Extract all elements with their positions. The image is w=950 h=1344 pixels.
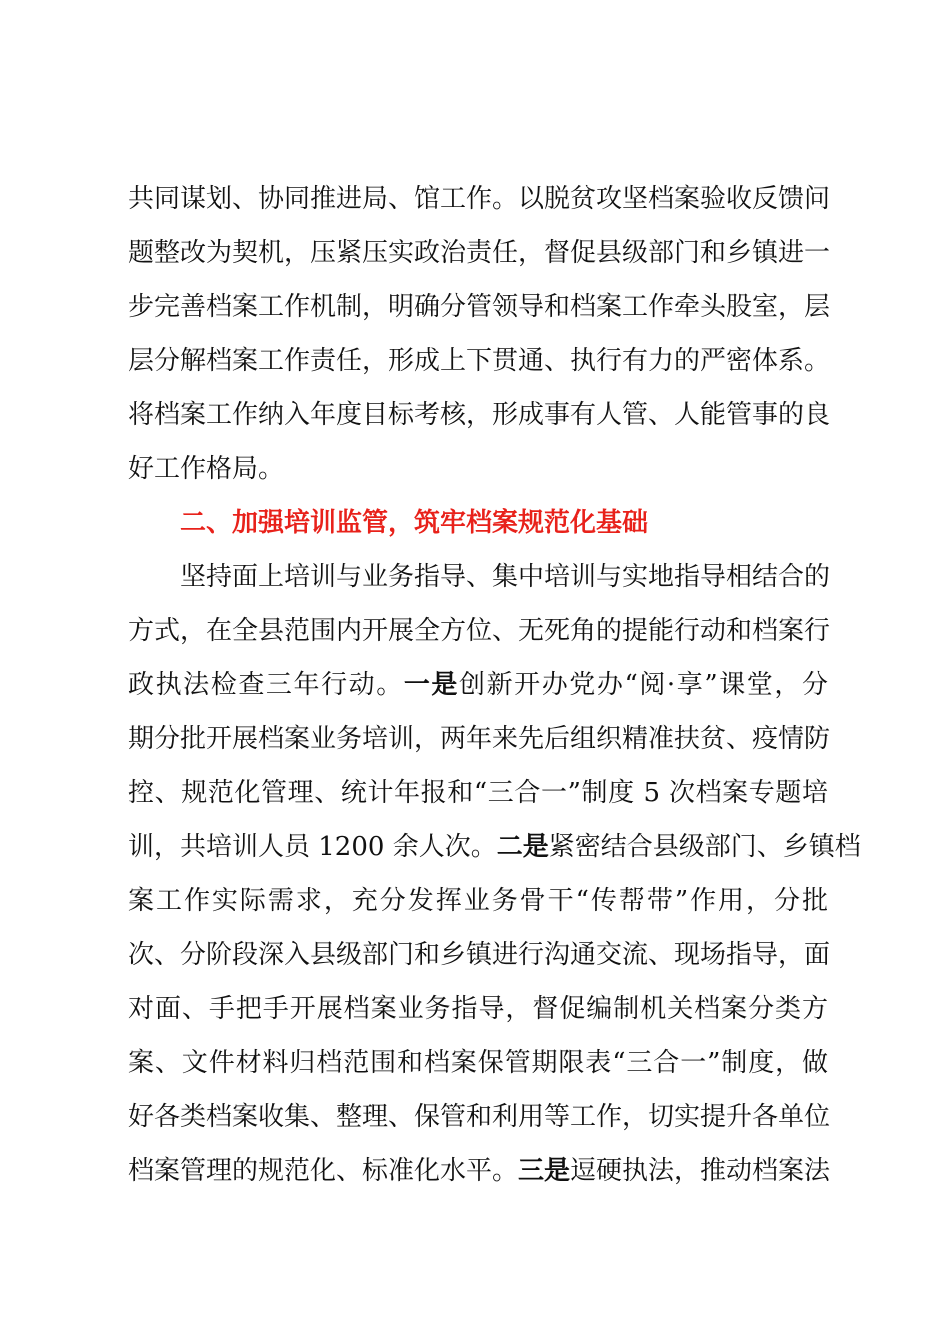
line-text: 逗硬执法，推动档案法	[570, 1156, 831, 1186]
line-text: 紧密结合县级部门、乡镇档	[548, 832, 861, 862]
section-heading: 二、加强培训监管，筑牢档案规范化基础	[180, 508, 649, 538]
bold-marker: 三是	[518, 1156, 571, 1186]
paragraph2-line: 坚持面上培训与业务指导、集中培训与实地指导相结合的	[180, 562, 831, 592]
paragraph2-line: 案、文件材料归档范围和档案保管期限表“三合一”制度，做	[128, 1048, 828, 1078]
paragraph2-line: 对面、手把手开展档案业务指导，督促编制机关档案分类方	[128, 994, 828, 1024]
line-text: 政执法检查三年行动。	[128, 670, 404, 700]
paragraph1-line: 步完善档案工作机制，明确分管领导和档案工作牵头股室，层	[128, 292, 831, 322]
paragraph1-line: 层分解档案工作责任，形成上下贯通、执行有力的严密体系。	[128, 346, 831, 376]
line-text: 档案管理的规范化、标准化水平。	[128, 1156, 519, 1186]
paragraph2-line	[128, 1144, 831, 1198]
paragraph2-line	[128, 820, 861, 874]
paragraph1-line: 题整改为契机，压紧压实政治责任，督促县级部门和乡镇进一	[128, 238, 831, 268]
paragraph1-line: 共同谋划、协同推进局、馆工作。以脱贫攻坚档案验收反馈问	[128, 184, 831, 214]
bold-marker: 一是	[403, 670, 459, 700]
paragraph2-line: 方式，在全县范围内开展全方位、无死角的提能行动和档案行	[128, 616, 831, 646]
paragraph2-line: 期分批开展档案业务培训，两年来先后组织精准扶贫、疫情防	[128, 724, 831, 754]
paragraph2-line: 案工作实际需求，充分发挥业务骨干“传帮带”作用，分批	[128, 886, 828, 916]
paragraph1-line: 好工作格局。	[128, 454, 285, 484]
bold-marker: 二是	[496, 832, 549, 862]
paragraph2-line: 好各类档案收集、整理、保管和利用等工作，切实提升各单位	[128, 1102, 831, 1132]
paragraph2-line	[128, 658, 828, 712]
line-text: 训，共培训人员 1200 余人次。	[128, 832, 497, 862]
body-text	[128, 172, 861, 1198]
paragraph1-line: 将档案工作纳入年度目标考核，形成事有人管、人能管事的良	[128, 400, 831, 430]
paragraph2-line: 控、规范化管理、统计年报和“三合一”制度 5 次档案专题培	[128, 778, 828, 808]
line-text: 创新开办党办“阅·享”课堂，分	[458, 670, 828, 700]
paragraph2-line: 次、分阶段深入县级部门和乡镇进行沟通交流、现场指导，面	[128, 940, 831, 970]
